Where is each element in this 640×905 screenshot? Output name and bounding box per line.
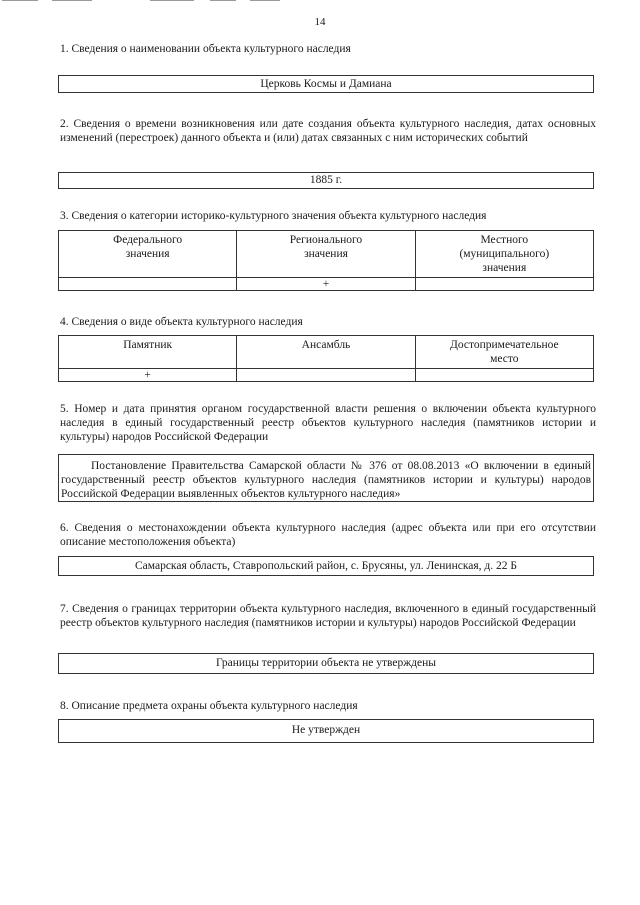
section-4-heading: 4. Сведения о виде объекта культурного наследия bbox=[60, 316, 303, 328]
section-7-heading: 7. Сведения о границах территории объекта культурного наследия, включенного в единый государственный реестр объектов культурного наследия (памятников истории и культуры) народов Российской Федерации bbox=[60, 603, 596, 629]
object-kind-table bbox=[58, 335, 594, 382]
section-7-value-box bbox=[58, 653, 594, 674]
kind-ensemble: Ансамбль bbox=[237, 336, 415, 369]
section-1-heading: 1. Сведения о наименовании объекта культурного наследия bbox=[60, 43, 351, 55]
section-1-value-box bbox=[58, 75, 594, 93]
kind-header-row bbox=[59, 336, 594, 369]
kind-mark-row bbox=[59, 369, 594, 382]
kind-monument: Памятник bbox=[59, 336, 237, 369]
page-number: 14 bbox=[314, 16, 326, 28]
object-address: Самарская область, Ставропольский район, с. Брусяны, ул. Ленинская, д. 22 Б bbox=[135, 560, 517, 572]
section-8-value-box bbox=[58, 719, 594, 743]
category-local: Местного (муниципального) значения bbox=[415, 231, 593, 278]
object-name: Церковь Космы и Дамиана bbox=[260, 78, 392, 90]
category-federal-mark bbox=[59, 278, 237, 291]
kind-monument-mark: + bbox=[59, 369, 237, 382]
category-local-mark bbox=[415, 278, 593, 291]
registry-decision: Постановление Правительства Самарской области № 376 от 08.08.2013 «О включении в единый государственный реестр объектов культурного наследия (памятников истории и культуры) народов Российской Федерации выявленных объектов культурного наследия» bbox=[61, 460, 591, 500]
category-header-row bbox=[59, 231, 594, 278]
section-2-value-box bbox=[58, 172, 594, 189]
category-table bbox=[58, 230, 594, 291]
section-6-value-box bbox=[58, 556, 594, 576]
category-federal: Федерального значения bbox=[59, 231, 237, 278]
category-mark-row bbox=[59, 278, 594, 291]
section-6-heading: 6. Сведения о местонахождении объекта культурного наследия (адрес объекта или при его отсутствии описание местоположения объекта) bbox=[60, 522, 596, 548]
section-5-heading: 5. Номер и дата принятия органом государственной власти решения о включении объекта культурного наследия в единый государственный реестр объектов культурного наследия (памятников истории и культуры) народов Российской Федерации bbox=[60, 403, 596, 443]
category-regional-mark: + bbox=[237, 278, 415, 291]
kind-landmark: Достопримечательное место bbox=[415, 336, 593, 369]
section-2-heading: 2. Сведения о времени возникновения или дате создания объекта культурного наследия, датах основных изменений (перестроек) данного объекта и (или) датах связанных с ним исторических событий bbox=[60, 118, 596, 144]
section-5-value-box bbox=[58, 454, 594, 502]
section-3-heading: 3. Сведения о категории историко-культурного значения объекта культурного наследия bbox=[60, 210, 487, 222]
scan-top-marks bbox=[0, 0, 640, 3]
protection-subject: Не утвержден bbox=[291, 724, 361, 736]
category-regional: Регионального значения bbox=[237, 231, 415, 278]
section-8-heading: 8. Описание предмета охраны объекта культурного наследия bbox=[60, 700, 358, 712]
creation-date: 1885 г. bbox=[309, 174, 343, 186]
territory-boundaries: Границы территории объекта не утверждены bbox=[215, 657, 437, 669]
kind-ensemble-mark bbox=[237, 369, 415, 382]
kind-landmark-mark bbox=[415, 369, 593, 382]
